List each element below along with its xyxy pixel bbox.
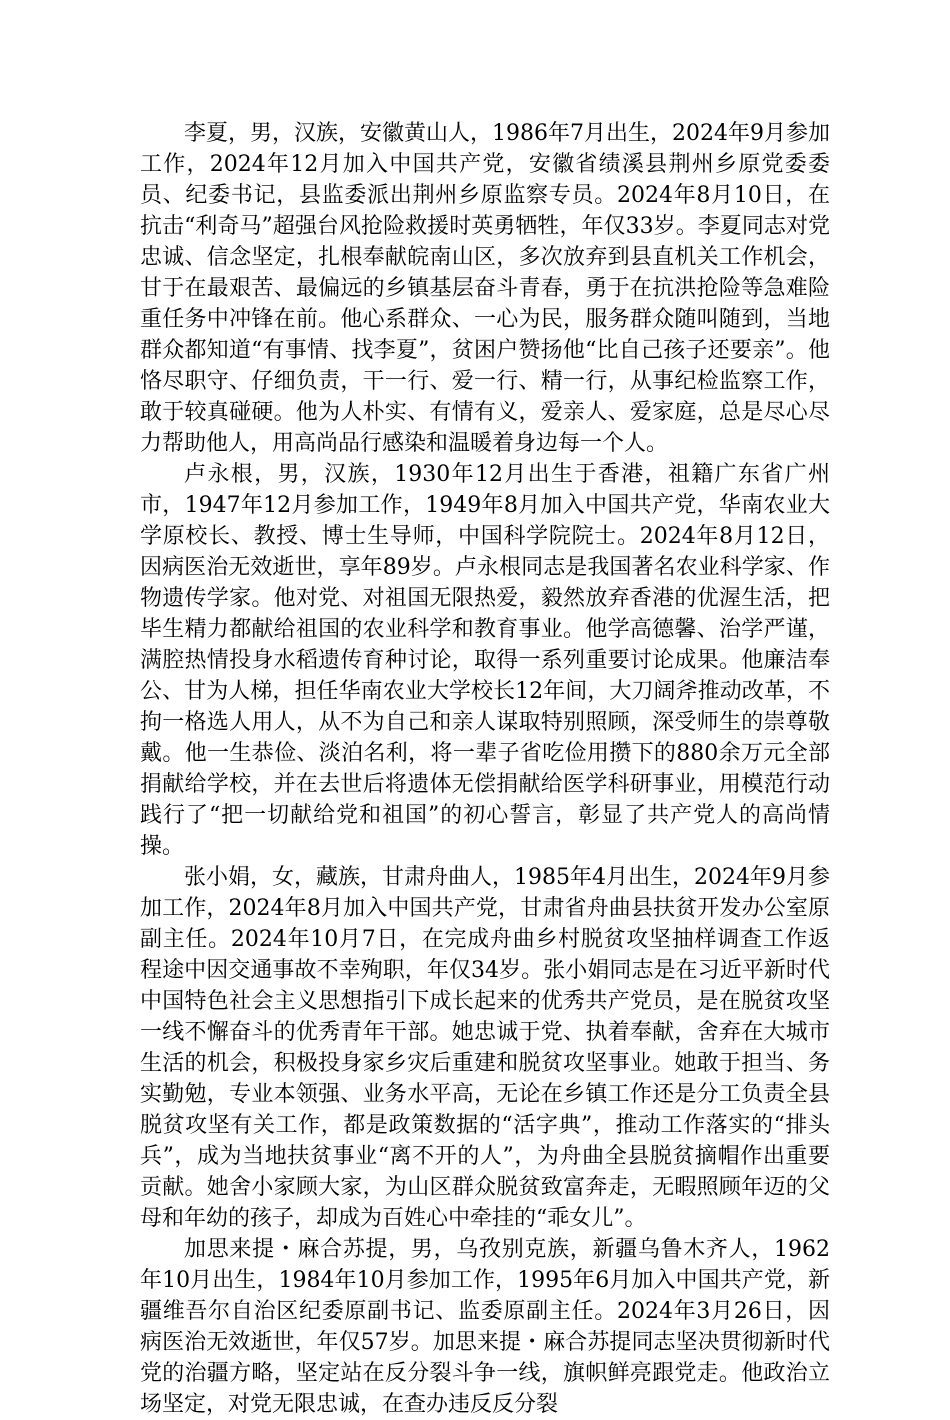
paragraph-zhang-xiaojuan: 张小娟，女，藏族，甘肃舟曲人，1985年4月出生，2024年9月参加工作，2024年8月加入中国共产党，甘肃省舟曲县扶贫开发办公室原副主任。2024年10月7日，在完成舟曲乡村脱贫攻坚抽样调查工作返程途中因交通事故不幸殉职，年仅34岁。张小娟同志是在习近平新时代中国特色社会主义思想指引下成长起来的优秀共产党员，是在脱贫攻坚一线不懈奋斗的优秀青年干部。她忠诚于党、执着奉献，舍弃在大城市生活的机会，积极投身家乡灾后重建和脱贫攻坚事业。她敢于担当、务实勤勉，专业本领强、业务水平高，无论在乡镇工作还是分工负责全县脱贫攻坚有关工作，都是政策数据的“活字典”，推动工作落实的“排头兵”，成为当地扶贫事业“离不开的人”，为舟曲全县脱贫摘帽作出重要贡献。她舍小家顾大家，为山区群众脱贫致富奔走，无暇照顾年迈的父母和年幼的孩子，却成为百姓心中牵挂的“乖女儿”。 — [140, 865, 830, 1231]
paragraph-jiasilaiti: 加思来提・麻合苏提，男，乌孜别克族，新疆乌鲁木齐人，1962年10月出生，1984年10月参加工作，1995年6月加入中国共产党，新疆维吾尔自治区纪委原副书记、监委原副主任。2024年3月26日，因病医治无效逝世，年仅57岁。加思来提・麻合苏提同志坚决贯彻新时代党的治疆方略，坚定站在反分裂斗争一线，旗帜鲜亮跟党走。他政治立场坚定，对党无限忠诚，在查办违反反分裂 — [140, 1237, 830, 1417]
paragraph-lu-yonggen: 卢永根，男，汉族，1930年12月出生于香港，祖籍广东省广州市，1947年12月参加工作，1949年8月加入中国共产党，华南农业大学原校长、教授、博士生导师，中国科学院院士。2024年8月12日，因病医治无效逝世，享年89岁。卢永根同志是我国著名农业科学家、作物遗传学家。他对党、对祖国无限热爱，毅然放弃香港的优渥生活，把毕生精力都献给祖国的农业科学和教育事业。他学高德馨、治学严谨，满腔热情投身水稻遗传育种讨论，取得一系列重要讨论成果。他廉洁奉公、甘为人梯，担任华南农业大学校长12年间，大刀阔斧推动改革，不拘一格选人用人，从不为自己和亲人谋取特别照顾，深受师生的崇尊敬戴。他一生恭俭、淡泊名利，将一辈子省吃俭用攒下的880余万元全部捐献给学校，并在去世后将遗体无偿捐献给医学科研事业，用模范行动践行了“把一切献给党和祖国”的初心誓言，彰显了共产党人的高尚情操。 — [140, 462, 830, 859]
document-body — [140, 118, 830, 1420]
paragraph-li-xia: 李夏，男，汉族，安徽黄山人，1986年7月出生，2024年9月参加工作，2024年12月加入中国共产党，安徽省绩溪县荆州乡原党委委员、纪委书记，县监委派出荆州乡原监察专员。2024年8月10日，在抗击“利奇马”超强台风抢险救援时英勇牺牲，年仅33岁。李夏同志对党忠诚、信念坚定，扎根奉献皖南山区，多次放弃到县直机关工作机会，甘于在最艰苦、最偏远的乡镇基层奋斗青春，勇于在抗洪抢险等急难险重任务中冲锋在前。他心系群众、一心为民，服务群众随叫随到，当地群众都知道“有事情、找李夏”，贫困户赞扬他“比自己孩子还要亲”。他恪尽职守、仔细负责，干一行、爱一行、精一行，从事纪检监察工作，敢于较真碰硬。他为人朴实、有情有义，爱亲人、爱家庭，总是尽心尽力帮助他人，用高尚品行感染和温暖着身边每一个人。 — [140, 121, 830, 456]
